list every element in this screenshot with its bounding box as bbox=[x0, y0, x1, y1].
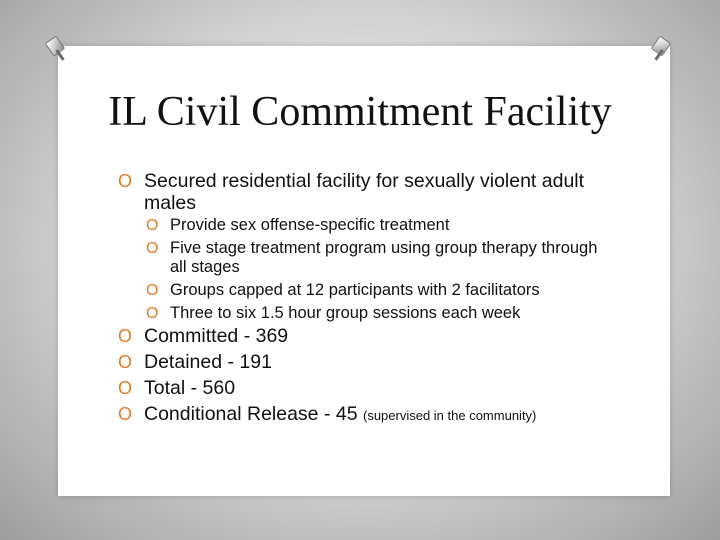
bullet-committed bbox=[118, 325, 618, 347]
sub-bullet-text: Provide sex offense-specific treatment bbox=[170, 216, 450, 234]
sub-bullet-text: Three to six 1.5 hour group sessions each week bbox=[170, 304, 521, 322]
bullet-total bbox=[118, 377, 618, 399]
bullet-text: Committed - 369 bbox=[144, 325, 289, 347]
bullet-marker-icon: O bbox=[118, 352, 133, 372]
pushpin-top-right-icon bbox=[652, 38, 670, 62]
sub-bullet-marker-icon: O bbox=[146, 240, 159, 257]
bullet-text: Detained - 191 bbox=[144, 351, 272, 373]
sub-bullet-sessions bbox=[146, 304, 618, 323]
sub-bullet-text: Groups capped at 12 participants with 2 facilitators bbox=[170, 281, 540, 299]
bullet-marker-icon: O bbox=[118, 326, 133, 346]
slide-content bbox=[118, 170, 618, 427]
sub-bullet-text: Five stage treatment program using group therapy through all stages bbox=[170, 239, 598, 276]
bullet-marker-icon: O bbox=[118, 171, 133, 191]
bullet-marker-icon: O bbox=[118, 404, 133, 424]
slide-title: IL Civil Commitment Facility bbox=[108, 89, 612, 135]
bullet-text: Total - 560 bbox=[144, 377, 236, 399]
bullet-marker-icon: O bbox=[118, 378, 133, 398]
bullet-detained bbox=[118, 351, 618, 373]
bullet-conditional-release bbox=[118, 403, 618, 427]
bullet-facility bbox=[118, 170, 618, 214]
sub-bullet-marker-icon: O bbox=[146, 217, 159, 234]
sub-bullet-marker-icon: O bbox=[146, 282, 159, 299]
bullet-text: Conditional Release - 45 bbox=[144, 403, 358, 425]
sub-bullet-program bbox=[146, 239, 618, 277]
bullet-note: (supervised in the community) bbox=[362, 408, 537, 423]
pushpin-top-left-icon bbox=[46, 38, 64, 62]
sub-bullet-groups bbox=[146, 281, 618, 300]
bullet-text: Secured residential facility for sexually violent adult males bbox=[144, 170, 585, 214]
sub-bullet-marker-icon: O bbox=[146, 305, 159, 322]
sub-bullet-treatment bbox=[146, 216, 618, 235]
